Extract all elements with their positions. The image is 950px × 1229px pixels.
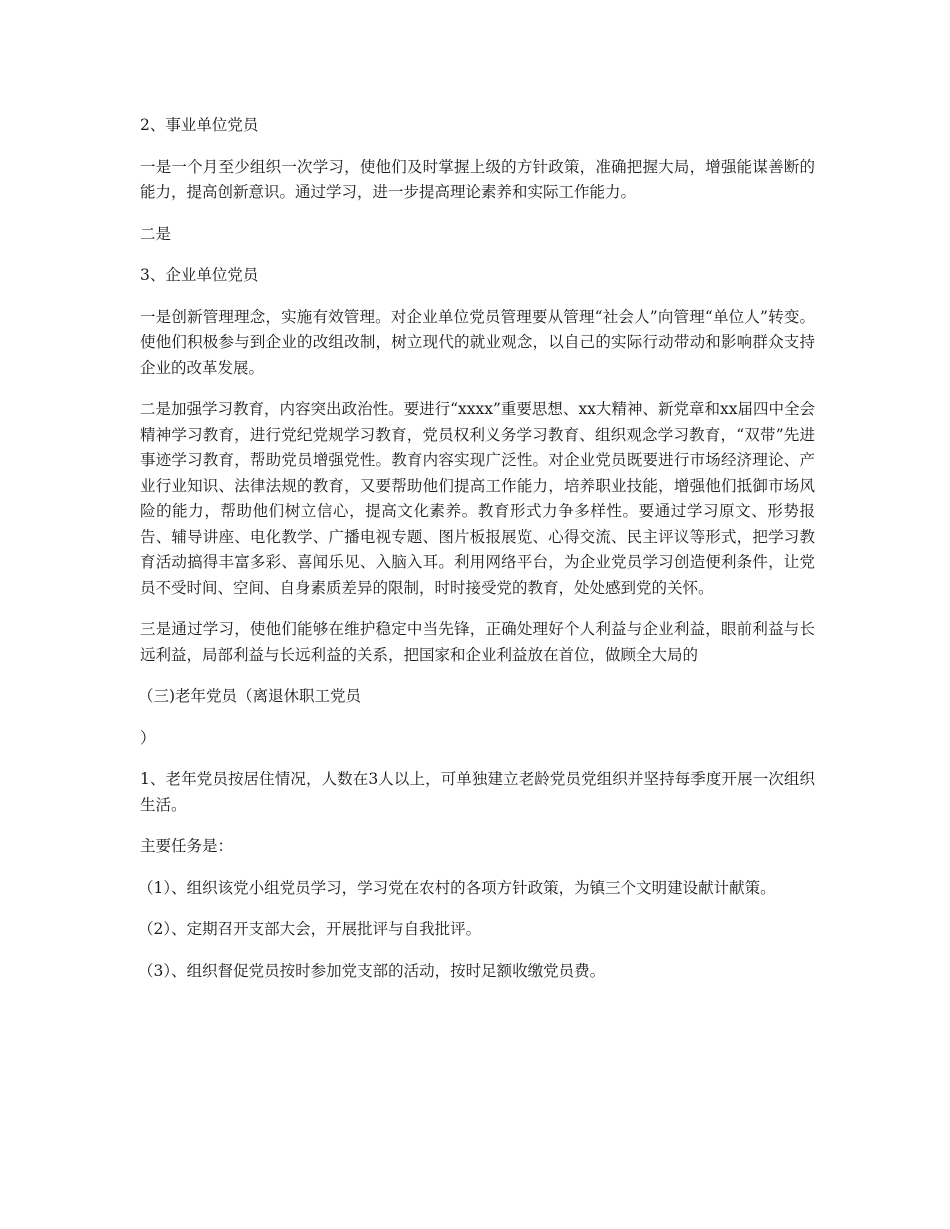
task-item-1: （1）、组织该党小组党员学习，学习党在农村的各项方针政策，为镇三个文明建设献计献策。	[138, 878, 776, 897]
task-item-2: （2）、定期召开支部大会，开展批评与自我批评。	[138, 920, 482, 938]
paragraph-elderly-organization: 1、老年党员按居住情况，人数在3人以上，可单独建立老龄党员党组织并坚持每季度开展一次组织生活。	[140, 770, 815, 814]
task-item-3: （3）、组织督促党员按时参加党支部的活动，按时足额收缴党员费。	[138, 961, 606, 980]
document-page	[140, 113, 815, 1000]
closing-parenthesis: ）	[140, 728, 156, 747]
heading-main-tasks: 主要任务是：	[140, 837, 234, 855]
paragraph-education: 二是加强学习教育，内容突出政治性。要进行“xxxx”重要思想、xx大精神、新党章和xx届四中全会精神学习教育，进行党纪党规学习教育，党员权利义务学习教育、组织观念学习教育，“双带”先进事迹学习教育，帮助党员增强党性。教育内容实现广泛性。对企业党员既要进行市场经济理论、产业行业知识、法律法规的教育，又要帮助他们提高工作能力，培养职业技能，增强他们抵御市场风险的能力，帮助他们树立信心，提高文化素养。教育形式力争多样性。要通过学习原文、形势报告、辅导讲座、电化教学、广播电视专题、图片板报展览、心得交流、民主评议等形式，把学习教育活动搞得丰富多彩、喜闻乐见、入脑入耳。利用网络平台，为企业党员学习创造便利条件，让党员不受时间、空间、自身素质差异的限制，时时接受党的教育，处处感到党的关怀。	[140, 400, 815, 597]
paragraph-third-point: 三是通过学习，使他们能够在维护稳定中当先锋，正确处理好个人利益与企业利益，眼前利益与长远利益，局部利益与长远利益的关系，把国家和企业利益放在首位，做顾全大局的	[140, 620, 815, 664]
heading-elderly-members: （三)老年党员（离退休职工党员	[138, 687, 362, 705]
heading-public-institution-members: 2、事业单位党员	[140, 116, 259, 134]
paragraph-monthly-study: 一是一个月至少组织一次学习，使他们及时掌握上级的方针政策，准确把握大局，增强能谋善断的能力，提高创新意识。通过学习，进一步提高理论素养和实际工作能力。	[140, 157, 815, 201]
paragraph-second-point: 二是	[140, 224, 172, 243]
heading-enterprise-members: 3、企业单位党员	[140, 266, 259, 284]
paragraph-management-concept: 一是创新管理理念，实施有效管理。对企业单位党员管理要从管理“社会人”向管理“单位人”转变。使他们积极参与到企业的改组改制，树立现代的就业观念，以自己的实际行动带动和影响群众支持企业的改革发展。	[140, 307, 815, 377]
